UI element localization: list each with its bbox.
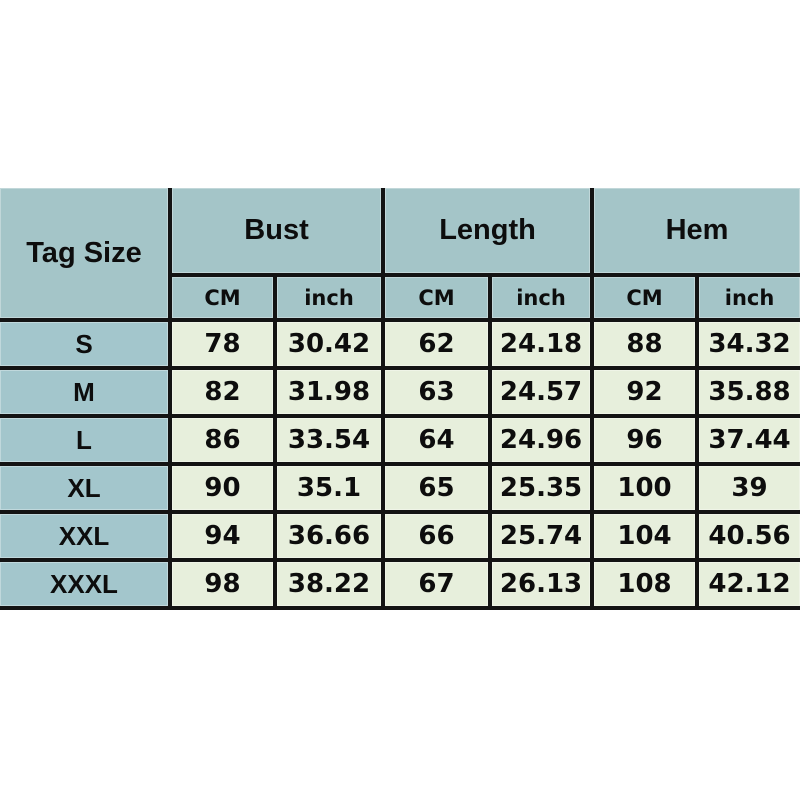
size-label: M bbox=[0, 368, 170, 416]
group-header-row bbox=[0, 188, 800, 275]
table-row bbox=[0, 560, 800, 608]
value-cell: 38.22 bbox=[275, 560, 383, 608]
value-cell: 94 bbox=[170, 512, 275, 560]
value-cell: 34.32 bbox=[697, 320, 800, 368]
group-header-hem: Hem bbox=[592, 188, 800, 275]
unit-header-hem-cm: CM bbox=[592, 275, 697, 320]
value-cell: 90 bbox=[170, 464, 275, 512]
value-cell: 82 bbox=[170, 368, 275, 416]
value-cell: 35.88 bbox=[697, 368, 800, 416]
value-cell: 67 bbox=[383, 560, 490, 608]
unit-header-length-cm: CM bbox=[383, 275, 490, 320]
value-cell: 63 bbox=[383, 368, 490, 416]
value-cell: 31.98 bbox=[275, 368, 383, 416]
value-cell: 62 bbox=[383, 320, 490, 368]
value-cell: 108 bbox=[592, 560, 697, 608]
value-cell: 92 bbox=[592, 368, 697, 416]
value-cell: 64 bbox=[383, 416, 490, 464]
value-cell: 25.74 bbox=[490, 512, 592, 560]
size-label: S bbox=[0, 320, 170, 368]
value-cell: 30.42 bbox=[275, 320, 383, 368]
value-cell: 35.1 bbox=[275, 464, 383, 512]
value-cell: 78 bbox=[170, 320, 275, 368]
group-header-length: Length bbox=[383, 188, 592, 275]
value-cell: 40.56 bbox=[697, 512, 800, 560]
table-row bbox=[0, 368, 800, 416]
unit-header-bust-inch: inch bbox=[275, 275, 383, 320]
table-row bbox=[0, 320, 800, 368]
value-cell: 96 bbox=[592, 416, 697, 464]
unit-header-hem-inch: inch bbox=[697, 275, 800, 320]
value-cell: 104 bbox=[592, 512, 697, 560]
size-label: L bbox=[0, 416, 170, 464]
value-cell: 65 bbox=[383, 464, 490, 512]
table-row bbox=[0, 464, 800, 512]
tag-size-header: Tag Size bbox=[0, 188, 170, 320]
unit-header-length-inch: inch bbox=[490, 275, 592, 320]
table-row bbox=[0, 512, 800, 560]
table-row bbox=[0, 416, 800, 464]
value-cell: 100 bbox=[592, 464, 697, 512]
unit-header-bust-cm: CM bbox=[170, 275, 275, 320]
value-cell: 33.54 bbox=[275, 416, 383, 464]
value-cell: 37.44 bbox=[697, 416, 800, 464]
value-cell: 42.12 bbox=[697, 560, 800, 608]
size-chart-table bbox=[0, 188, 800, 610]
value-cell: 24.96 bbox=[490, 416, 592, 464]
value-cell: 25.35 bbox=[490, 464, 592, 512]
size-label: XXXL bbox=[0, 560, 170, 608]
value-cell: 86 bbox=[170, 416, 275, 464]
value-cell: 39 bbox=[697, 464, 800, 512]
value-cell: 98 bbox=[170, 560, 275, 608]
value-cell: 36.66 bbox=[275, 512, 383, 560]
value-cell: 26.13 bbox=[490, 560, 592, 608]
size-label: XXL bbox=[0, 512, 170, 560]
value-cell: 66 bbox=[383, 512, 490, 560]
size-label: XL bbox=[0, 464, 170, 512]
value-cell: 88 bbox=[592, 320, 697, 368]
value-cell: 24.18 bbox=[490, 320, 592, 368]
value-cell: 24.57 bbox=[490, 368, 592, 416]
group-header-bust: Bust bbox=[170, 188, 383, 275]
